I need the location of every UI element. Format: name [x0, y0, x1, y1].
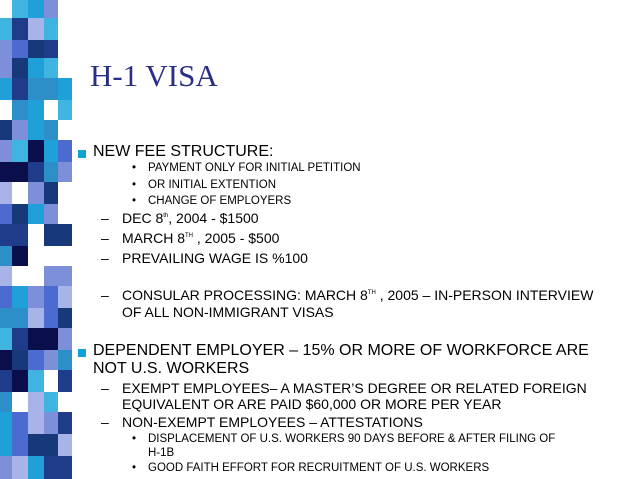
dash-bullet-icon: – [101, 230, 109, 246]
mosaic-tile [58, 456, 72, 479]
mosaic-tile [12, 78, 28, 100]
mosaic-tile [28, 434, 44, 456]
mosaic-tile [44, 412, 58, 434]
mosaic-tile [0, 246, 12, 266]
march-fee: MARCH 8TH , 2005 - $500 [122, 230, 280, 246]
good-faith-effort: GOOD FAITH EFFORT FOR RECRUITMENT OF U.S. WORKERS [148, 462, 490, 474]
mosaic-tile [0, 266, 12, 286]
dot-bullet-icon: • [132, 195, 137, 207]
mosaic-tile [12, 328, 28, 350]
mosaic-tile [0, 392, 12, 412]
square-bullet-icon [78, 349, 86, 357]
mosaic-tile [0, 58, 12, 78]
mosaic-tile [44, 0, 58, 18]
dash-bullet-icon: – [101, 414, 109, 430]
mosaic-tile [28, 40, 44, 58]
mosaic-tile [0, 434, 12, 456]
mosaic-tile [28, 246, 44, 266]
mosaic-tile [28, 350, 44, 370]
dot-bullet-icon: • [132, 162, 137, 174]
square-bullet-icon [78, 150, 86, 158]
mosaic-tile [12, 58, 28, 78]
mosaic-tile [28, 58, 44, 78]
mosaic-tile [28, 370, 44, 392]
mosaic-tile [58, 308, 72, 328]
mosaic-tile [44, 456, 58, 479]
mosaic-tile [28, 456, 44, 479]
mosaic-tile [28, 140, 44, 162]
mosaic-tile [0, 204, 12, 224]
mosaic-tile [0, 182, 12, 204]
mosaic-tile [58, 162, 72, 182]
mosaic-tile [12, 392, 28, 412]
mosaic-tile [58, 370, 72, 392]
dash-bullet-icon: – [101, 380, 109, 396]
mosaic-tile [44, 370, 58, 392]
mosaic-tile [12, 246, 28, 266]
mosaic-tile [12, 350, 28, 370]
mosaic-tile [28, 100, 44, 120]
mosaic-tile [58, 350, 72, 370]
dot-bullet-icon: • [132, 462, 137, 474]
mosaic-tile [12, 140, 28, 162]
displacement: DISPLACEMENT OF U.S. WORKERS 90 DAYS BEFORE & AFTER FILING OF [148, 433, 556, 445]
mosaic-tile [58, 40, 72, 58]
mosaic-tile [44, 286, 58, 308]
mosaic-tile [58, 266, 72, 286]
sub-bullet-3: CHANGE OF EMPLOYERS [148, 195, 292, 207]
displacement-cont: H-1B [148, 447, 175, 459]
fee-heading: NEW FEE STRUCTURE: [93, 143, 274, 160]
decorative-mosaic [0, 0, 72, 479]
mosaic-tile [58, 78, 72, 100]
mosaic-tile [28, 204, 44, 224]
mosaic-tile [44, 392, 58, 412]
mosaic-tile [12, 182, 28, 204]
mosaic-tile [0, 308, 12, 328]
mosaic-tile [58, 392, 72, 412]
mosaic-tile [0, 78, 12, 100]
sub-bullet-1: PAYMENT ONLY FOR INITIAL PETITION [148, 162, 361, 174]
dec-fee: DEC 8th, 2004 - $1500 [122, 210, 259, 226]
mosaic-tile [12, 224, 28, 246]
mosaic-tile [58, 246, 72, 266]
mosaic-tile [12, 370, 28, 392]
mosaic-tile [44, 18, 58, 40]
exempt-employees: EXEMPT EMPLOYEES– A MASTER’S DEGREE OR RELATED FOREIGN [122, 380, 587, 396]
mosaic-tile [44, 204, 58, 224]
mosaic-tile [0, 120, 12, 140]
mosaic-tile [44, 434, 58, 456]
dot-bullet-icon: • [132, 433, 137, 445]
mosaic-tile [0, 0, 12, 18]
mosaic-tile [28, 78, 44, 100]
mosaic-tile [28, 286, 44, 308]
mosaic-tile [0, 370, 12, 392]
dependent-heading-cont: NOT U.S. WORKERS [93, 360, 250, 377]
mosaic-tile [44, 162, 58, 182]
mosaic-tile [58, 204, 72, 224]
mosaic-tile [44, 140, 58, 162]
mosaic-tile [58, 140, 72, 162]
mosaic-tile [28, 328, 44, 350]
mosaic-tile [44, 40, 58, 58]
mosaic-tile [0, 412, 12, 434]
mosaic-tile [58, 224, 72, 246]
mosaic-tile [58, 412, 72, 434]
mosaic-tile [12, 40, 28, 58]
exempt-employees-cont: EQUIVALENT OR ARE PAID $60,000 OR MORE PER YEAR [122, 396, 502, 412]
dot-bullet-icon: • [132, 179, 137, 191]
mosaic-tile [12, 100, 28, 120]
mosaic-tile [0, 224, 12, 246]
mosaic-tile [0, 286, 12, 308]
mosaic-tile [0, 18, 12, 40]
mosaic-tile [0, 140, 12, 162]
mosaic-tile [0, 350, 12, 370]
mosaic-tile [44, 224, 58, 246]
dash-bullet-icon: – [101, 210, 109, 226]
mosaic-tile [0, 328, 12, 350]
mosaic-tile [44, 182, 58, 204]
slide-title: H-1 VISA [90, 58, 218, 93]
mosaic-tile [12, 0, 28, 18]
mosaic-tile [44, 246, 58, 266]
mosaic-tile [12, 308, 28, 328]
mosaic-tile [44, 328, 58, 350]
dash-bullet-icon: – [101, 250, 109, 266]
non-exempt-employees: NON-EXEMPT EMPLOYEES – ATTESTATIONS [122, 414, 423, 430]
mosaic-tile [28, 162, 44, 182]
mosaic-tile [28, 308, 44, 328]
mosaic-tile [12, 434, 28, 456]
prevailing-wage: PREVAILING WAGE IS %100 [122, 250, 308, 266]
mosaic-tile [28, 120, 44, 140]
mosaic-tile [58, 18, 72, 40]
consular-processing-cont: OF ALL NON-IMMIGRANT VISAS [122, 304, 334, 320]
mosaic-tile [28, 224, 44, 246]
mosaic-tile [44, 266, 58, 286]
mosaic-tile [58, 434, 72, 456]
mosaic-tile [28, 392, 44, 412]
mosaic-tile [44, 350, 58, 370]
dependent-heading: DEPENDENT EMPLOYER – 15% OR MORE OF WORKFORCE ARE [93, 342, 589, 359]
mosaic-tile [12, 286, 28, 308]
mosaic-tile [0, 40, 12, 58]
mosaic-tile [12, 120, 28, 140]
mosaic-tile [44, 308, 58, 328]
mosaic-tile [28, 0, 44, 18]
mosaic-tile [58, 0, 72, 18]
dash-bullet-icon: – [101, 287, 109, 303]
mosaic-tile [58, 182, 72, 204]
mosaic-tile [44, 120, 58, 140]
mosaic-tile [12, 204, 28, 224]
mosaic-tile [44, 78, 58, 100]
mosaic-tile [12, 18, 28, 40]
mosaic-tile [58, 286, 72, 308]
mosaic-tile [28, 182, 44, 204]
mosaic-tile [44, 58, 58, 78]
mosaic-tile [28, 266, 44, 286]
mosaic-tile [12, 266, 28, 286]
mosaic-tile [28, 18, 44, 40]
mosaic-tile [28, 412, 44, 434]
mosaic-tile [12, 162, 28, 182]
mosaic-tile [12, 456, 28, 479]
mosaic-tile [44, 100, 58, 120]
mosaic-tile [0, 162, 12, 182]
mosaic-tile [58, 328, 72, 350]
mosaic-tile [12, 412, 28, 434]
mosaic-tile [0, 100, 12, 120]
mosaic-tile [58, 120, 72, 140]
consular-processing: CONSULAR PROCESSING: MARCH 8TH , 2005 – IN-PERSON INTERVIEW [122, 287, 594, 303]
mosaic-tile [0, 456, 12, 479]
mosaic-tile [58, 58, 72, 78]
mosaic-tile [58, 100, 72, 120]
sub-bullet-2: OR INITIAL EXTENTION [148, 179, 277, 191]
